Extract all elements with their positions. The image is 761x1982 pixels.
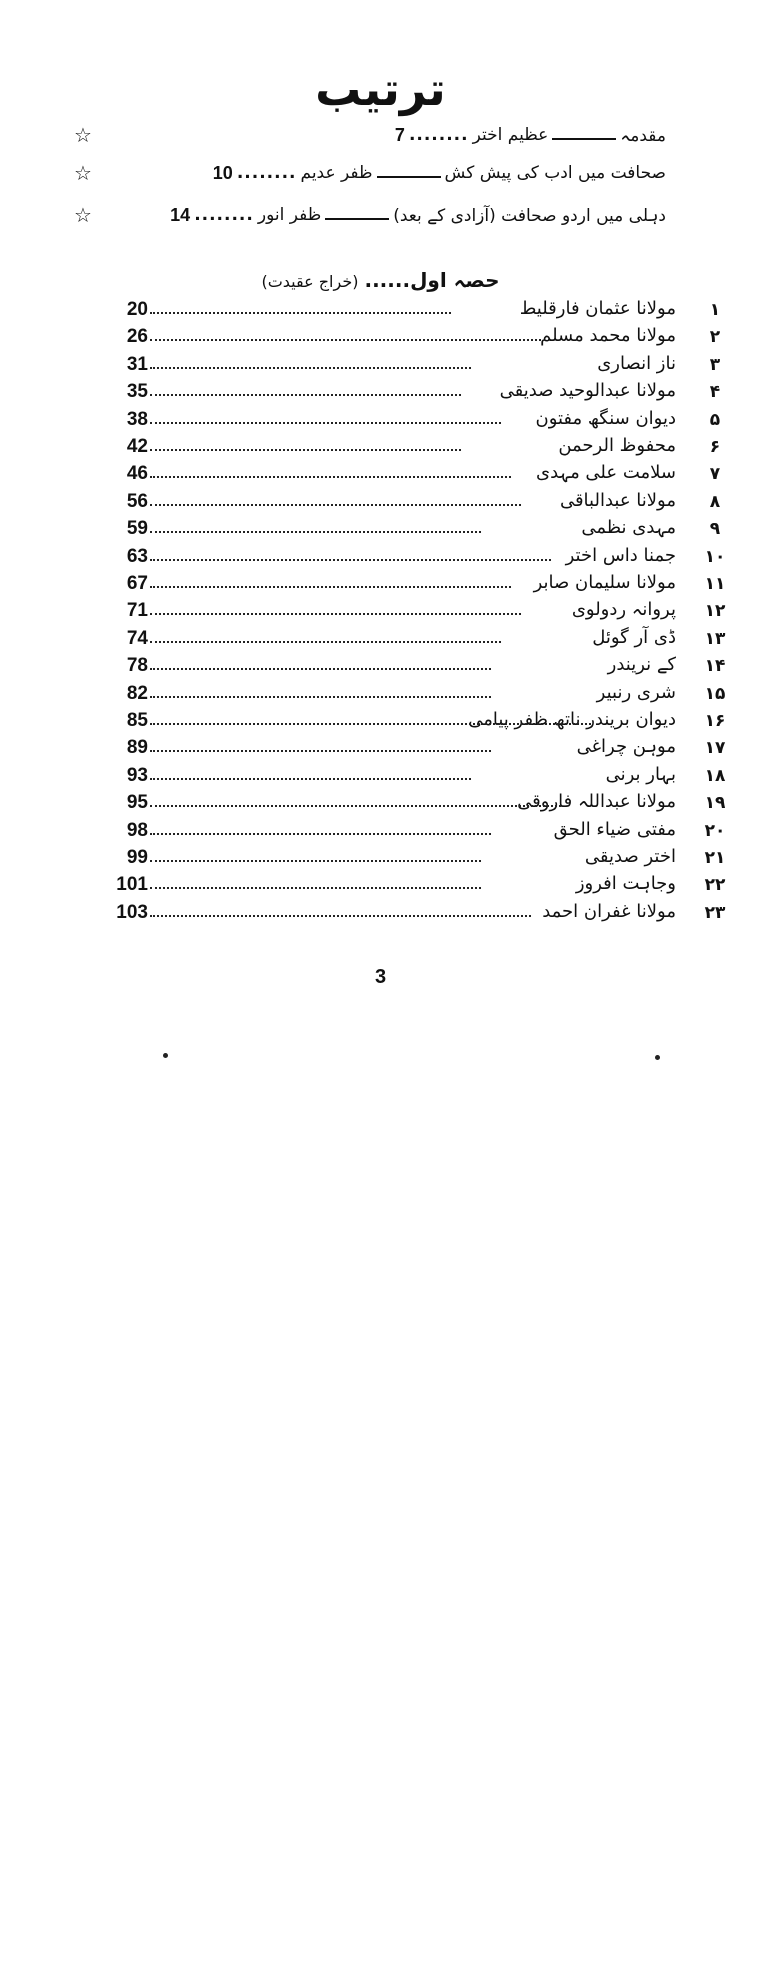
entry-name: مولانا عبدالوحید صدیقی	[499, 380, 676, 402]
list-item	[0, 597, 761, 625]
entry-page-number: 89	[126, 737, 148, 759]
entry-number: ۱۰	[704, 546, 726, 567]
entry-page-number: 98	[126, 819, 148, 841]
list-item	[0, 488, 761, 516]
entry-page-number: 74	[126, 627, 148, 649]
intro-item-author: ظفر عدیم	[300, 163, 373, 183]
list-item	[0, 762, 761, 790]
entry-page-number: 63	[126, 545, 148, 567]
entry-number: ۱	[709, 300, 721, 320]
entry-page-number: 99	[126, 847, 148, 868]
dot-leader	[150, 559, 551, 561]
dot-leader	[150, 750, 491, 752]
dot-leader	[150, 422, 501, 424]
dot-leader	[150, 613, 521, 615]
entry-number: ۹	[709, 519, 721, 540]
list-item	[0, 707, 761, 735]
intro-item-page: 10	[212, 162, 233, 183]
entry-number: ۴	[709, 382, 721, 403]
dot-leader	[150, 696, 491, 698]
entry-page-number: 56	[126, 490, 148, 512]
entry-number: ۸	[709, 491, 721, 512]
entry-page-number: 85	[126, 710, 148, 731]
dot-leader	[150, 778, 471, 780]
list-item	[0, 515, 761, 543]
entry-number: ۶	[709, 437, 721, 457]
entry-number: ۱۱	[704, 574, 726, 594]
dot-leader	[150, 531, 481, 533]
scan-speck	[163, 1053, 168, 1058]
entry-number: ۱۶	[704, 711, 726, 731]
entry-number: ۲۰	[704, 820, 726, 841]
list-item	[0, 844, 761, 872]
dot-leader	[150, 668, 491, 670]
dot-leader	[150, 339, 541, 341]
list-item	[0, 433, 761, 461]
dot-leader	[150, 476, 511, 478]
list-item	[0, 351, 761, 379]
entry-number: ۱۹	[704, 793, 726, 814]
entry-name: ناز انصاری	[597, 352, 676, 374]
entry-page-number: 95	[126, 792, 148, 814]
entry-number: ۷	[709, 464, 721, 485]
entry-name: کے نریندر	[607, 654, 676, 676]
intro-item-author: عظیم اختر	[472, 125, 549, 145]
list-item	[0, 652, 761, 680]
section-heading	[0, 268, 761, 292]
entry-page-number: 35	[126, 381, 148, 403]
dot-leader	[150, 723, 591, 725]
entry-page-number: 82	[126, 682, 148, 704]
section-subtitle: (خراج عقیدت)	[261, 272, 359, 291]
list-item	[0, 378, 761, 406]
section-title: حصہ اول	[410, 268, 500, 292]
entry-page-number: 59	[126, 518, 148, 540]
entry-number: ۱۴	[704, 656, 726, 677]
entry-number: ۱۳	[704, 628, 726, 649]
entry-number: ۱۸	[704, 765, 726, 786]
entry-page-number: 46	[126, 463, 148, 485]
entry-name: موہن چراغی	[576, 736, 676, 758]
entry-page-number: 71	[126, 600, 148, 622]
list-item	[0, 817, 761, 845]
entry-number: ۱۵	[704, 683, 726, 704]
entry-name: ڈی آر گوئل	[592, 626, 676, 648]
entry-page-number: 103	[116, 901, 148, 923]
entry-number: ۲	[709, 327, 721, 348]
entry-number: ۵	[709, 409, 721, 430]
entry-name: مولانا عثمان فارقلیط	[519, 298, 676, 319]
dot-leader	[150, 860, 481, 862]
entry-name: دیوان بریندر ناتھ ظفر پیامی	[468, 709, 676, 730]
entry-name: مولانا غفران احمد	[542, 900, 676, 922]
entry-name: مولانا محمد مسلم	[540, 325, 676, 347]
entry-name: بہار برنی	[605, 763, 676, 785]
entry-number: ۲۱	[704, 848, 726, 868]
dash-separator	[377, 168, 441, 178]
entry-name: مولانا عبداللہ فاروقی	[517, 791, 676, 813]
entry-name: وجاہت افروز	[575, 873, 676, 895]
intro-item-title: دہلی میں اردو صحافت (آزادی کے بعد)	[393, 205, 666, 226]
page-number: 3	[374, 966, 387, 988]
star-icon: ☆	[74, 123, 92, 147]
entry-name: مولانا سلیمان صابر	[533, 572, 676, 593]
entry-name: اختر صدیقی	[584, 846, 676, 867]
entry-page-number: 20	[126, 299, 148, 320]
entry-name: مولانا عبدالباقی	[559, 489, 676, 511]
intro-item-page: 14	[170, 204, 191, 225]
page-title: ترتیب	[315, 62, 446, 116]
list-item	[0, 789, 761, 817]
dot-leader	[150, 887, 481, 889]
dot-leader	[150, 312, 451, 314]
dot-leader	[150, 367, 471, 369]
entry-number: ۱۷	[704, 738, 726, 759]
list-item	[0, 323, 761, 351]
intro-item	[0, 156, 761, 190]
entry-page-number: 93	[126, 764, 148, 786]
star-icon: ☆	[74, 203, 92, 227]
entry-page-number: 26	[126, 326, 148, 348]
entry-page-number: 78	[126, 655, 148, 677]
entry-number: ۱۲	[704, 601, 726, 622]
section-leader: ......	[364, 268, 411, 292]
intro-item-author: ظفر انور	[257, 205, 322, 225]
entry-name: پروانہ ردولوی	[571, 599, 676, 621]
entry-page-number: 67	[126, 573, 148, 594]
entry-name: مہدی نظمی	[581, 517, 676, 539]
star-icon: ☆	[74, 161, 92, 185]
dot-leader: ........	[194, 205, 254, 225]
entry-page-number: 38	[126, 408, 148, 430]
dot-leader: ........	[408, 125, 469, 145]
dot-leader	[150, 641, 501, 643]
dot-leader	[150, 833, 491, 835]
dot-leader: ........	[236, 163, 297, 183]
intro-item	[0, 118, 761, 152]
list-item	[0, 460, 761, 488]
dash-separator	[325, 210, 389, 220]
list-item	[0, 625, 761, 653]
entry-name: شری رنبیر	[596, 681, 676, 703]
dot-leader	[150, 915, 531, 917]
dot-leader	[150, 504, 521, 506]
entry-page-number: 42	[126, 436, 148, 457]
intro-item-title: صحافت میں ادب کی پیش کش	[444, 163, 666, 183]
scan-speck	[655, 1055, 660, 1060]
list-item	[0, 296, 761, 324]
list-item	[0, 570, 761, 598]
dot-leader	[150, 394, 461, 396]
intro-item	[0, 198, 761, 232]
entry-page-number: 31	[126, 353, 148, 375]
entry-number: ۲۳	[704, 902, 726, 923]
entry-name: جمنا داس اختر	[565, 544, 676, 566]
entry-name: دیوان سنگھ مفتون	[535, 407, 676, 429]
entry-name: مفتی ضیاء الحق	[553, 818, 676, 840]
intro-item-page: 7	[394, 124, 405, 145]
dot-leader	[150, 449, 461, 451]
list-item	[0, 543, 761, 571]
list-item	[0, 871, 761, 899]
entry-name: سلامت علی مہدی	[535, 462, 676, 484]
list-item	[0, 899, 761, 927]
entry-name: محفوظ الرحمن	[558, 435, 676, 456]
dot-leader	[150, 805, 561, 807]
entry-number: ۳	[709, 354, 721, 375]
entry-page-number: 101	[116, 874, 148, 896]
intro-item-title: مقدمہ	[620, 125, 666, 146]
dash-separator	[552, 130, 616, 140]
list-item	[0, 680, 761, 708]
dot-leader	[150, 586, 511, 588]
list-item	[0, 734, 761, 762]
list-item	[0, 406, 761, 434]
entry-number: ۲۲	[704, 875, 726, 896]
